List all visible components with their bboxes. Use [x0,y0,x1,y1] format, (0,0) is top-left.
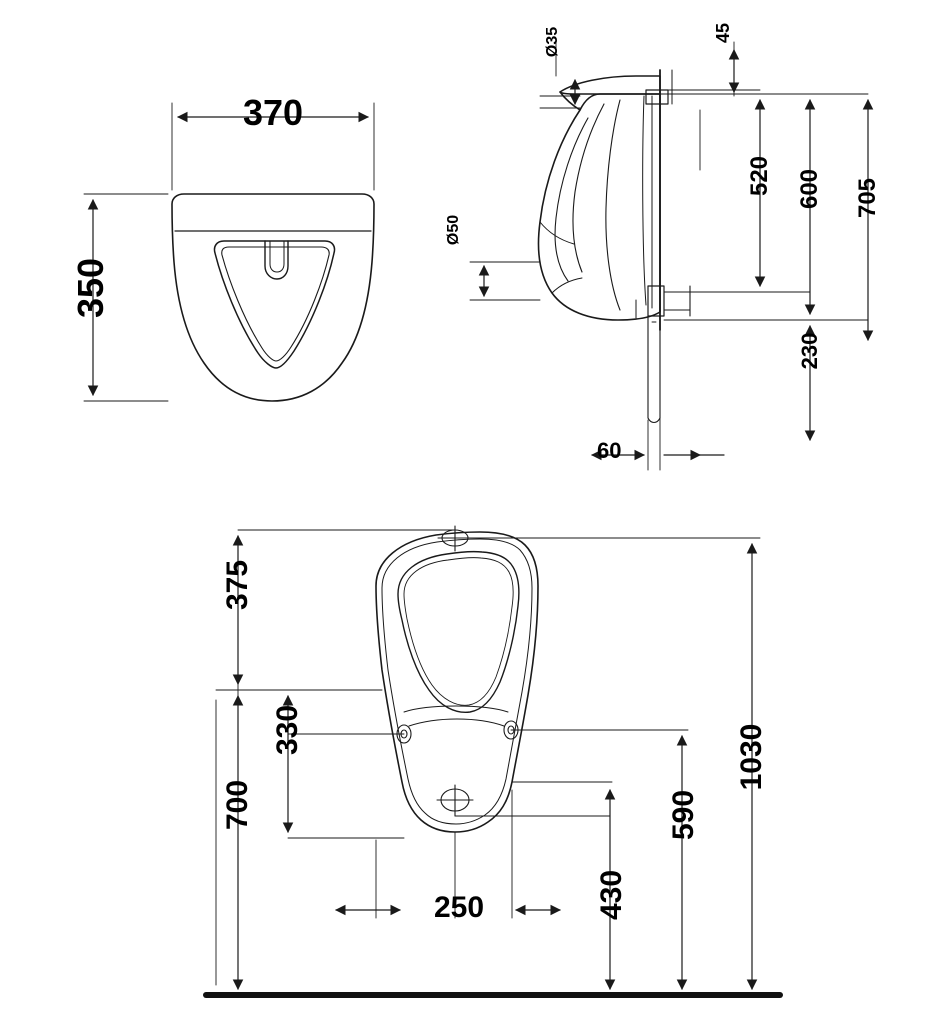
front-view-outline [172,194,374,401]
dim-label-plan-250: 250 [434,891,485,924]
dim-label-plan-1030: 1030 [735,723,768,791]
dim-label-side-705: 705 [854,177,881,219]
dim-label-side-600: 600 [796,168,823,210]
dim-label-side-dia50: Ø50 [445,214,462,246]
dim-label-side-60: 60 [597,438,622,463]
dim-label-side-dia35: Ø35 [544,26,561,58]
dim-label-side-520: 520 [746,155,773,197]
dim-label-front-height: 350 [70,257,111,319]
dim-label-side-45: 45 [713,22,733,44]
dim-label-plan-590: 590 [667,789,700,841]
dim-label-plan-700: 700 [221,779,254,831]
dim-label-front-width: 370 [243,92,304,133]
top-plan-view-outline [376,526,538,832]
side-view-outline [539,70,691,423]
dim-label-plan-330: 330 [271,704,304,756]
dim-label-plan-430: 430 [595,869,628,921]
dim-label-plan-375: 375 [221,559,254,611]
dim-label-side-230: 230 [797,332,822,370]
